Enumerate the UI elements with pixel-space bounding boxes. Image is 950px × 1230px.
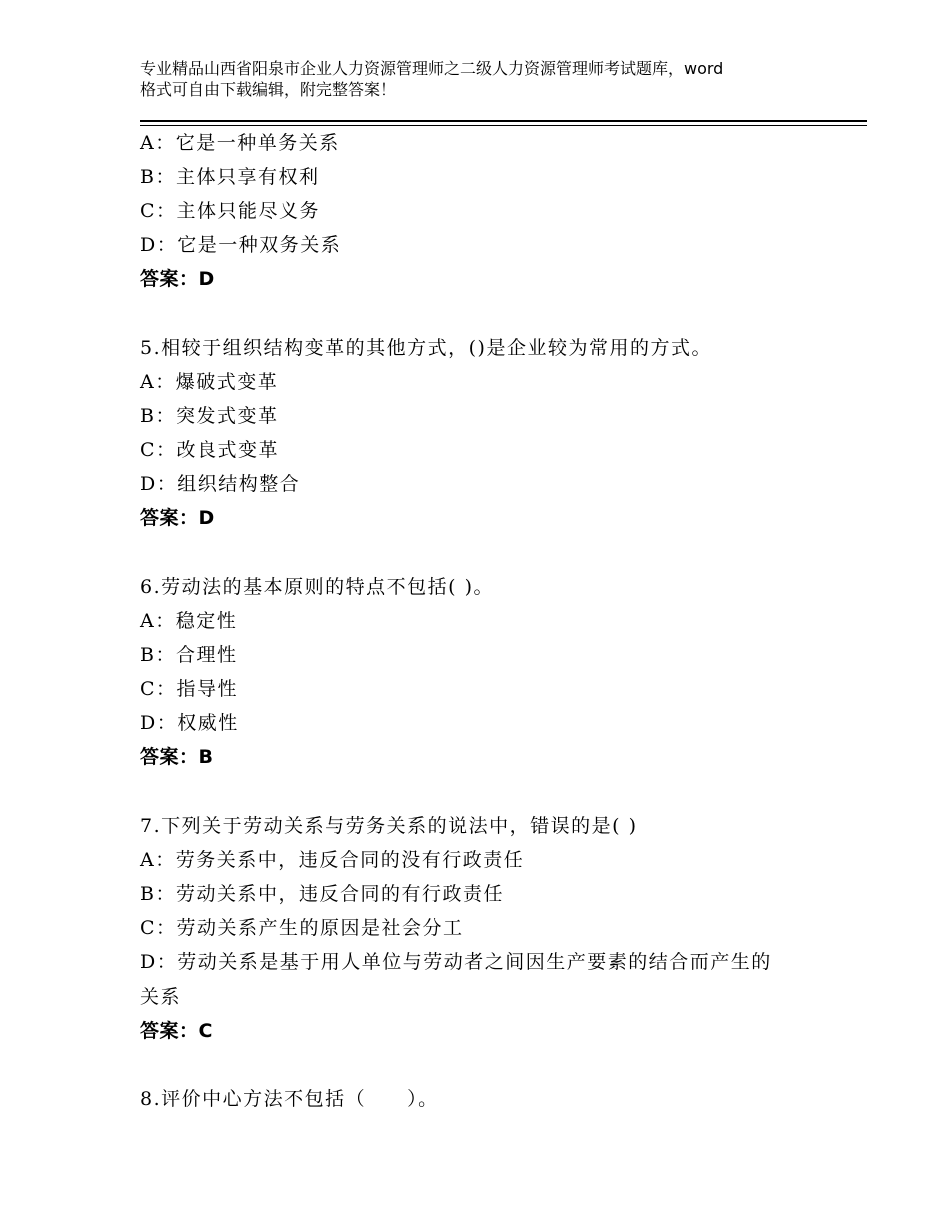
q7-question: 7.下列关于劳动关系与劳务关系的说法中，错误的是( ): [140, 815, 638, 837]
q6-option-c: C：指导性: [140, 678, 239, 700]
q5-question: 5.相较于组织结构变革的其他方式，()是企业较为常用的方式。: [140, 337, 712, 359]
q6-option-a: A：稳定性: [140, 610, 238, 632]
q6-option-b: B：合理性: [140, 644, 238, 666]
q8-question: 8.评价中心方法不包括（ ）。: [140, 1088, 439, 1110]
q7-option-d-continued: 关系: [140, 986, 182, 1008]
q7-option-b: B：劳动关系中，违反合同的有行政责任: [140, 883, 504, 905]
q6-option-d: D：权威性: [140, 712, 239, 734]
q5-option-d: D：组织结构整合: [140, 473, 301, 495]
q5-option-c: C：改良式变革: [140, 439, 280, 461]
q5-answer: 答案：D: [140, 507, 215, 529]
q5-option-a: A：爆破式变革: [140, 371, 279, 393]
header-divider-thick: [140, 120, 867, 122]
header-divider-thin: [140, 125, 867, 126]
q6-question: 6.劳动法的基本原则的特点不包括( )。: [140, 576, 494, 598]
q4-option-d: D：它是一种双务关系: [140, 234, 342, 256]
q4-answer: 答案：D: [140, 268, 215, 290]
q4-option-b: B：主体只享有权利: [140, 166, 320, 188]
q4-option-c: C：主体只能尽义务: [140, 200, 321, 222]
q7-option-a: A：劳务关系中，违反合同的没有行政责任: [140, 849, 525, 871]
q4-option-a: A：它是一种单务关系: [140, 132, 340, 154]
q5-option-b: B：突发式变革: [140, 405, 279, 427]
header-title-line-2: 格式可自由下载编辑，附完整答案！: [140, 80, 397, 99]
header-title-line-1: 专业精品山西省阳泉市企业人力资源管理师之二级人力资源管理师考试题库，word: [140, 59, 724, 78]
q7-answer: 答案：C: [140, 1020, 213, 1042]
q7-option-c: C：劳动关系产生的原因是社会分工: [140, 917, 464, 939]
document-header: [140, 58, 840, 100]
q7-option-d: D：劳动关系是基于用人单位与劳动者之间因生产要素的结合而产生的: [140, 951, 772, 973]
q6-answer: 答案：B: [140, 746, 214, 768]
